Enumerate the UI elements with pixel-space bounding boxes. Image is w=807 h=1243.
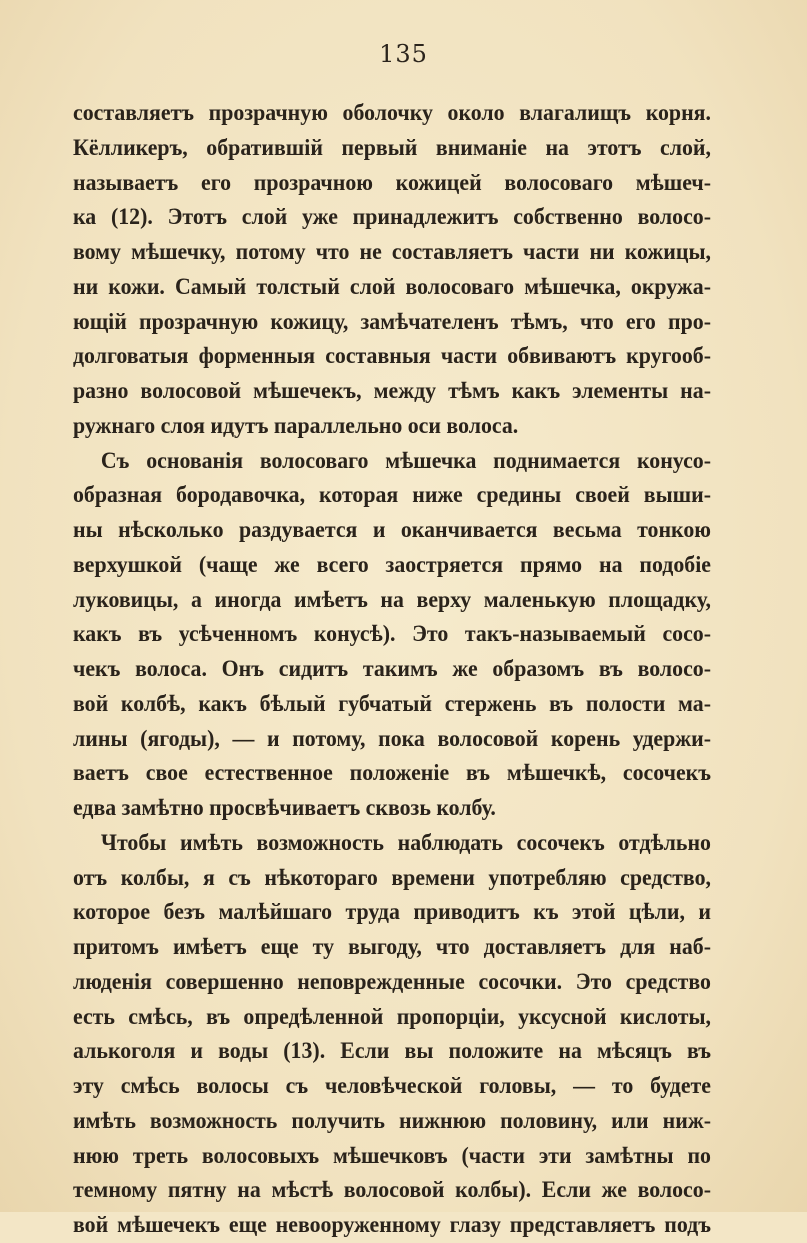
text-line: есть смѣсь, въ опредѣленной пропорціи, уксусной кислоты,	[73, 1003, 711, 1030]
text-line: которое безъ малѣйшаго труда приводитъ къ этой цѣли, и	[73, 899, 711, 926]
text-line: алькоголя и воды (13). Если вы положите на мѣсяцъ въ	[73, 1038, 711, 1065]
text-line: едва замѣтно просвѣчиваетъ сквозь колбу.	[73, 795, 496, 821]
text-line: вой колбѣ, какъ бѣлый губчатый стержень въ полости ма-	[73, 690, 711, 717]
text-line: разно волосовой мѣшечекъ, между тѣмъ какъ элементы на-	[73, 378, 711, 404]
text-line: ющій прозрачную кожицу, замѣчателенъ тѣмъ, что его про-	[73, 308, 711, 335]
text-line: какъ въ усѣченномъ конусѣ). Это такъ-называемый сосо-	[73, 621, 711, 648]
text-line: луковицы, а иногда имѣетъ на верху маленькую площадку,	[73, 586, 711, 613]
text-line: ны нѣсколько раздувается и оканчивается весьма тонкою	[73, 517, 711, 543]
text-line: образная бородавочка, которая ниже средины своей выши-	[73, 482, 711, 509]
text-line: ни кожи. Самый толстый слой волосоваго мѣшечка, окружа-	[73, 273, 711, 300]
text-line: эту смѣсь волосы съ человѣческой головы, — то будете	[73, 1073, 711, 1099]
text-line: имѣть возможность получить нижнюю половину, или ниж-	[73, 1107, 711, 1134]
text-line: темному пятну на мѣстѣ волосовой колбы). Если же волосо-	[73, 1177, 711, 1204]
text-line: ружнаго слоя идутъ параллельно оси волоса.	[73, 412, 519, 439]
text-line: чекъ волоса. Онъ сидитъ такимъ же образомъ въ волосо-	[73, 656, 711, 682]
text-line: люденія совершенно неповрежденные сосочки. Это средство	[73, 968, 711, 995]
text-line: отъ колбы, я съ нѣкотораго времени употребляю средство,	[73, 864, 711, 891]
text-line: называетъ его прозрачною кожицей волосоваго мѣшеч-	[73, 169, 711, 196]
text-line: нюю треть волосовыхъ мѣшечковъ (части эти замѣтны по	[73, 1142, 711, 1169]
text-line: составляетъ прозрачную оболочку около влагалищъ корня.	[73, 100, 711, 126]
page-number: 135	[379, 40, 428, 68]
body-text	[73, 96, 711, 1243]
text-line: Кёлликеръ, обратившій первый вниманіе на этотъ слой,	[73, 134, 711, 161]
text-line: вой мѣшечекъ еще невооруженному глазу представляетъ подъ	[73, 1212, 711, 1238]
text-line: Чтобы имѣть возможность наблюдать сосочекъ отдѣльно	[100, 829, 711, 856]
text-line: верхушкой (чаще же всего заостряется прямо на подобіе	[73, 551, 711, 578]
text-line: лины (ягоды), — и потому, пока волосовой корень удержи-	[73, 725, 711, 752]
text-line: вому мѣшечку, потому что не составляетъ части ни кожицы,	[73, 239, 711, 265]
text-line: притомъ имѣетъ еще ту выгоду, что доставляетъ для наб-	[73, 934, 711, 960]
text-line: ка (12). Этотъ слой уже принадлежитъ собственно волосо-	[73, 204, 711, 231]
text-line: долговатыя форменныя составныя части обвиваютъ кругооб-	[73, 343, 711, 370]
text-line: Съ основанія волосоваго мѣшечка поднимается конусо-	[100, 447, 711, 474]
text-line: ваетъ свое естественное положеніе въ мѣшечкѣ, сосочекъ	[73, 760, 711, 787]
